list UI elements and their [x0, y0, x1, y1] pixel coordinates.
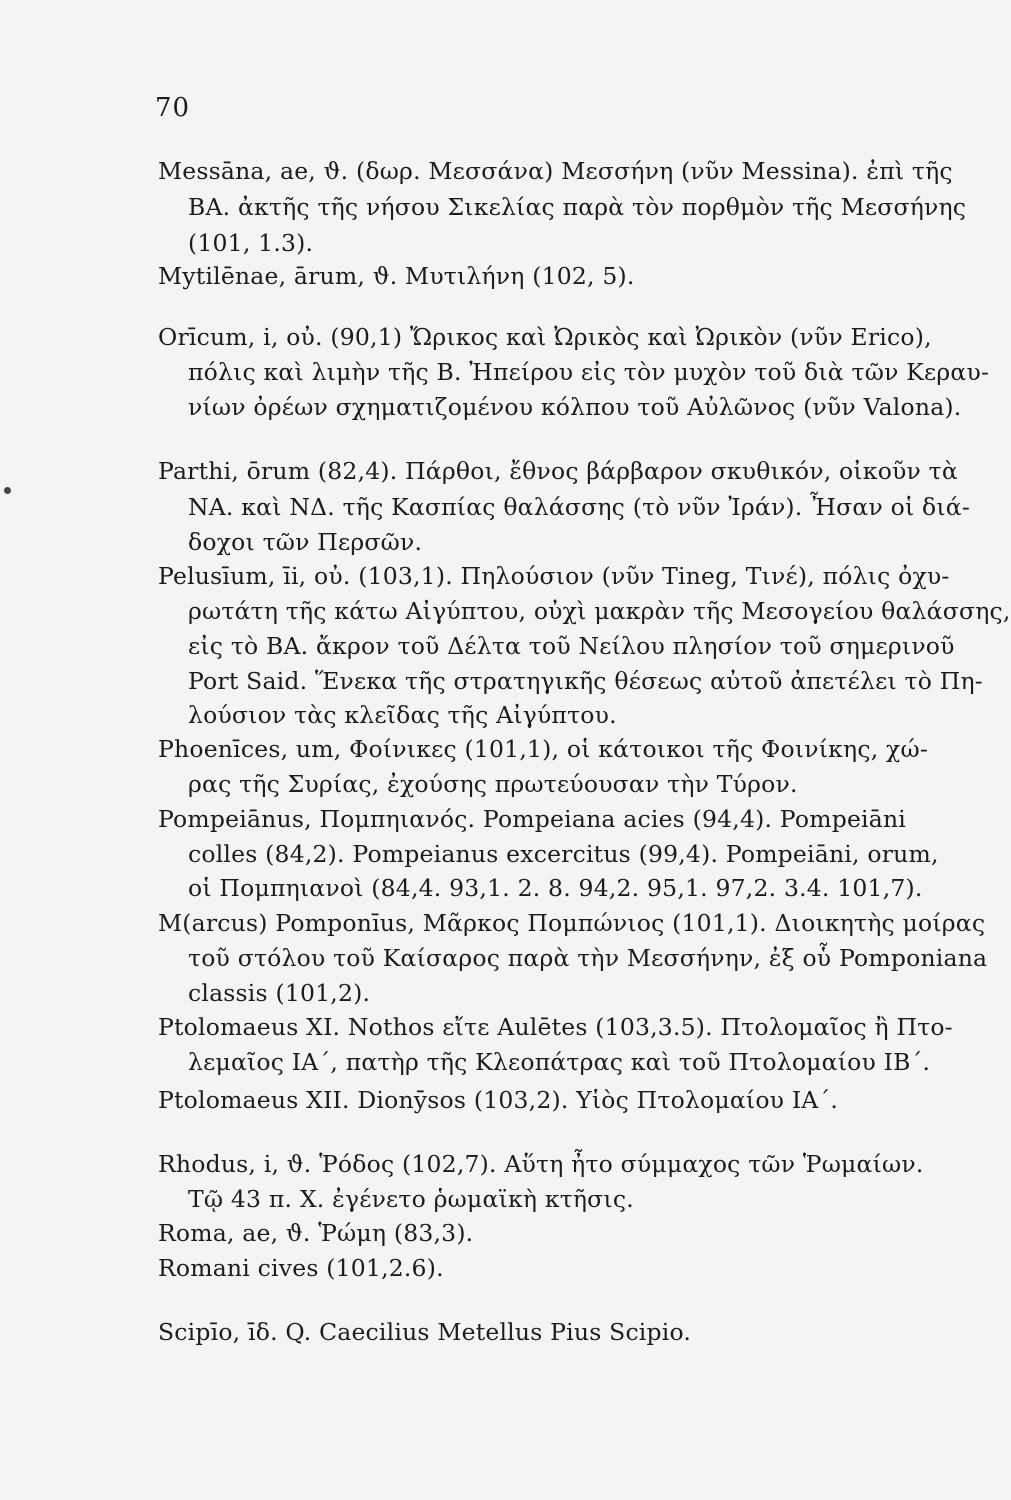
text-line: Parthi, ōrum (82,4). Πάρθοι, ἔθνος βάρβαρον σκυθικόν, οἰκοῦν τὰ [158, 457, 958, 485]
text-line: Roma, ae, ϑ. Ῥώμη (83,3). [158, 1219, 474, 1247]
text-line: πόλις καὶ λιμὴν τῆς Β. Ἠπείρου εἰς τὸν μυχὸν τοῦ διὰ τῶν Κεραυ- [188, 358, 990, 386]
text-line: Rhodus, i, ϑ. Ῥόδος (102,7). Αὕτη ἦτο σύμμαχος τῶν Ῥωμαίων. [158, 1150, 924, 1178]
text-line: ΒΑ. ἀκτῆς τῆς νήσου Σικελίας παρὰ τὸν πορθμὸν τῆς Μεσσήνης [188, 193, 967, 221]
text-line: Pelusīum, īi, οὐ. (103,1). Πηλούσιον (νῦν Tineg, Τινέ), πόλις ὀχυ- [158, 562, 950, 590]
text-line: λούσιον τὰς κλεῖδας τῆς Αἰγύπτου. [188, 701, 617, 729]
text-line: Messāna, ae, ϑ. (δωρ. Μεσσάνα) Μεσσήνη (νῦν Messina). ἐπὶ τῆς [158, 157, 953, 185]
text-line: Ptolomaeus XI. Nothos εἴτε Aulētes (103,3.5). Πτολομαῖος ἢ Πτο- [158, 1013, 953, 1041]
text-line: colles (84,2). Pompeianus excercitus (99,4). Pompeiāni, orum, [188, 840, 939, 868]
text-line: Port Said. Ἕνεκα τῆς στρατηγικῆς θέσεως αὐτοῦ ἀπετέλει τὸ Πη- [188, 667, 983, 695]
text-line: Phoenīces, um, Φοίνικες (101,1), οἱ κάτοικοι τῆς Φοινίκης, χώ- [158, 735, 928, 763]
text-line: νίων ὀρέων σχηματιζομένου κόλπου τοῦ Αὐλῶνος (νῦν Valona). [188, 393, 962, 421]
margin-dot [4, 487, 11, 494]
text-line: Orīcum, i, οὐ. (90,1) Ὤρικος καὶ Ὠρικὸς καὶ Ὠρικὸν (νῦν Erico), [158, 323, 932, 351]
text-line: εἰς τὸ ΒΑ. ἄκρον τοῦ Δέλτα τοῦ Νείλου πλησίον τοῦ σημερινοῦ [188, 632, 955, 660]
text-line: ΝΑ. καὶ ΝΔ. τῆς Κασπίας θαλάσσης (τὸ νῦν Ἰράν). Ἦσαν οἱ διά- [188, 493, 971, 521]
text-line: Ptolomaeus XII. Dionȳsos (103,2). Υἱὸς Πτολομαίου ΙΑ΄. [158, 1086, 839, 1114]
text-line: λεμαῖος ΙΑ΄, πατὴρ τῆς Κλεοπάτρας καὶ τοῦ Πτολομαίου ΙΒ΄. [188, 1048, 931, 1076]
text-line: οἱ Πομπηιανοὶ (84,4. 93,1. 2. 8. 94,2. 95,1. 97,2. 3.4. 101,7). [188, 874, 923, 902]
text-line: Scipīo, īδ. Q. Caecilius Metellus Pius Scipio. [158, 1318, 692, 1346]
text-line: Τῷ 43 π. Χ. ἐγένετο ῥωμαϊκὴ κτῆσις. [188, 1185, 634, 1213]
text-line: Romani cives (101,2.6). [158, 1254, 444, 1282]
text-line: (101, 1.3). [188, 229, 314, 257]
text-line: δοχοι τῶν Περσῶν. [188, 528, 423, 556]
text-line: τοῦ στόλου τοῦ Καίσαρος παρὰ τὴν Μεσσήνην, ἐξ οὗ Pomponiana [188, 944, 988, 972]
text-line: Mytilēnae, ārum, ϑ. Μυτιλήνη (102, 5). [158, 262, 635, 290]
text-line: classis (101,2). [188, 979, 371, 1007]
page-number: 70 [155, 93, 191, 123]
text-line: ρωτάτη τῆς κάτω Αἰγύπτου, οὐχὶ μακρὰν τῆς Μεσογείου θαλάσσης, [188, 597, 1011, 625]
text-line: Pompeiānus, Πομπηιανός. Pompeiana acies (94,4). Pompeiāni [158, 805, 907, 833]
text-line: M(arcus) Pomponīus, Μᾶρκος Πομπώνιος (101,1). Διοικητὴς μοίρας [158, 909, 986, 937]
text-line: ρας τῆς Συρίας, ἐχούσης πρωτεύουσαν τὴν Τύρον. [188, 770, 798, 798]
